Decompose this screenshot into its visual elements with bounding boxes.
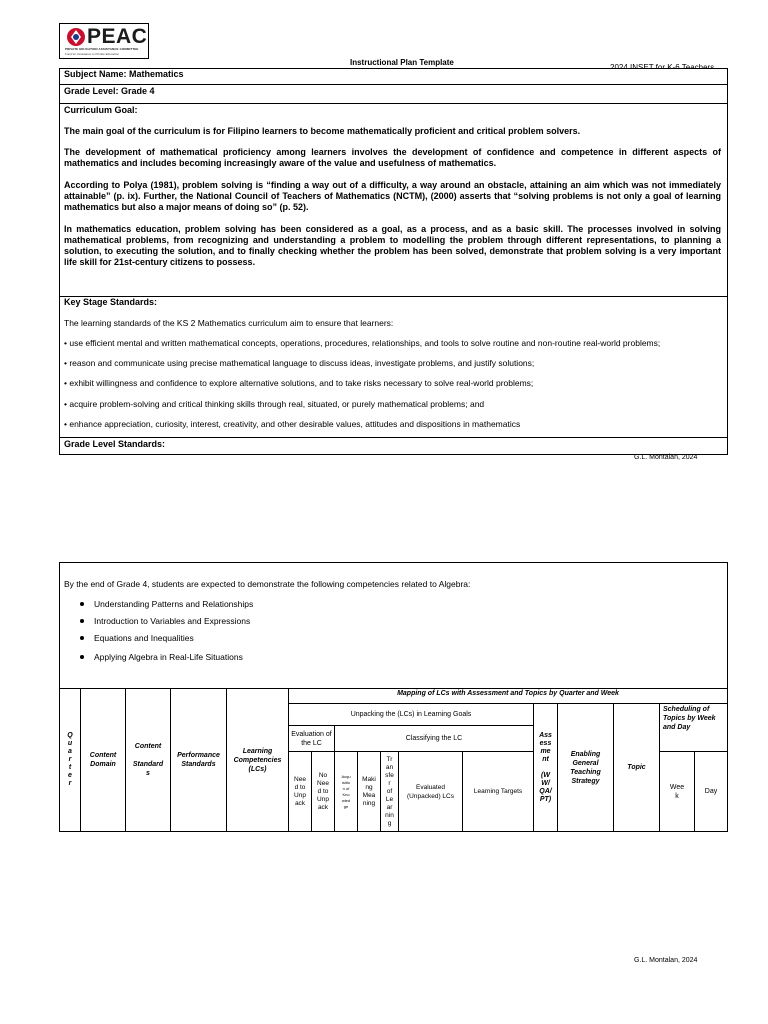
scheduling-header: Scheduling of Topics by Week and Day [659,703,728,752]
week-header: Wee k [659,751,695,832]
document-tag: 2024 INSET for K-6 Teachers [610,63,715,69]
page-footer: G.L. Montalan, 2024 [634,454,698,461]
bullet-icon [80,636,84,640]
content-domain-header: Content Domain [80,688,126,832]
bullet-icon [80,619,84,623]
transfer-header: Tr an sfe r of Le ar nin g [380,751,399,832]
curriculum-goal-paragraph: The main goal of the curriculum is for Filipino learners to become mathematically proficient and critical problem solvers. [64,126,581,136]
learning-competencies-header: Learning Competencies (LCs) [226,688,289,832]
curriculum-goal-label: Curriculum Goal: [64,105,138,115]
learning-targets-header: Learning Targets [462,751,534,832]
curriculum-goal-paragraph: According to Polya (1981), problem solving is “finding a way out of a difficulty, a way around an obstacle, attaining an aim which was not immediately attainable” (p. ix). Further, the National Council of Teachers of Mathematics (NCTM), (2000) asserts that “solving problems is not only a goal of learning mathematics but also a major means of doing so” (p. 52). [64,180,721,212]
key-stage-item: • exhibit willingness and confidence to explore alternative solutions, and to take risks necessary to solve real-world problems; [64,378,534,388]
acquisition-header: Acqu isitio n of Kno wled ge [334,751,358,832]
page-footer: G.L. Montalan, 2024 [634,957,698,964]
logo-tagline: Fund for Assistance to Private Education [65,52,120,56]
bullet-icon [80,602,84,606]
key-stage-item: • reason and communicate using precise mathematical language to discuss ideas, investigate problems, and justify solutions; [64,358,535,368]
content-standards-header: Content Standard s [125,688,171,832]
competencies-intro: By the end of Grade 4, students are expected to demonstrate the following competencies related to Algebra: [64,579,471,589]
day-header: Day [694,751,728,832]
curriculum-goal-paragraph: The development of mathematical proficiency among learners involves the development of confidence and competence in different aspects of mathematics and includes becoming increasingly aware of the value and usefulness of mathematics. [64,147,721,168]
no-need-to-unpack-header: No Nee d to Unp ack [311,751,335,832]
logo-subtitle: PRIVATE EDUCATION ASSISTANCE COMMITTEE [65,47,139,51]
key-stage-item: • acquire problem-solving and critical thinking skills through real, situated, or purely mathematical problems; and [64,399,485,409]
plan-section [59,68,728,455]
grade-level-standards-label: Grade Level Standards: [64,439,166,449]
key-stage-intro: The learning standards of the KS 2 Mathematics curriculum aim to ensure that learners: [64,318,394,328]
document-title: Instructional Plan Template [350,58,454,67]
grade-field: Grade Level: Grade 4 [64,86,155,96]
quarter-header: Q u a r t e r [59,688,81,832]
competencies-box: By the end of Grade 4, students are expected to demonstrate the following competencies related to Algebra: Understanding Patterns and Relationships Introduction to Variables and Expressions Equations and Inequalities Applying Algebra in Real-Life Situations [59,562,728,832]
key-stage-item: • use efficient mental and written mathematical concepts, operations, procedures, relationships, and tools to solve routine and non-routine real-world problems; [64,338,661,348]
evaluated-lcs-header: Evaluated (Unpacked) LCs [398,751,463,832]
evaluation-header: Evaluation of the LC [288,725,335,752]
subject-field: Subject Name: Mathematics [64,69,184,79]
peac-logo [59,23,149,59]
mapping-header: Mapping of LCs with Assessment and Topics by Quarter and Week [288,688,728,704]
classifying-header: Classifying the LC [334,725,534,752]
peac-emblem-icon [66,27,86,47]
key-stage-label: Key Stage Standards: [64,297,158,307]
teaching-strategy-header: Enabling General Teaching Strategy [557,703,614,832]
topic-header: Topic [613,703,660,832]
need-to-unpack-header: Nee d to Unp ack [288,751,312,832]
making-meaning-header: Maki ng Mea ning [357,751,381,832]
logo-name: PEAC [87,25,148,48]
assessment-header: Ass ess me nt (W W/ QA/ PT) [533,703,558,832]
key-stage-item: • enhance appreciation, curiosity, interest, creativity, and other desirable values, attitudes and dispositions in mathematics [64,419,521,429]
unpacking-header: Unpacking the (LCs) in Learning Goals [288,703,534,726]
curriculum-goal-paragraph: In mathematics education, problem solving has been considered as a goal, as a process, and as a basic skill. The processes involved in solving mathematical problems, from recognizing and understanding a problem to modelling the problem through different representations, to planning a solution, to executing the solution, and to finally checking whether the problem has been solved, demonstrate that problem solving is a very important life skill for 21st-century citizens to possess. [64,224,721,267]
bullet-icon [80,655,84,659]
performance-standards-header: Performance Standards [170,688,227,832]
